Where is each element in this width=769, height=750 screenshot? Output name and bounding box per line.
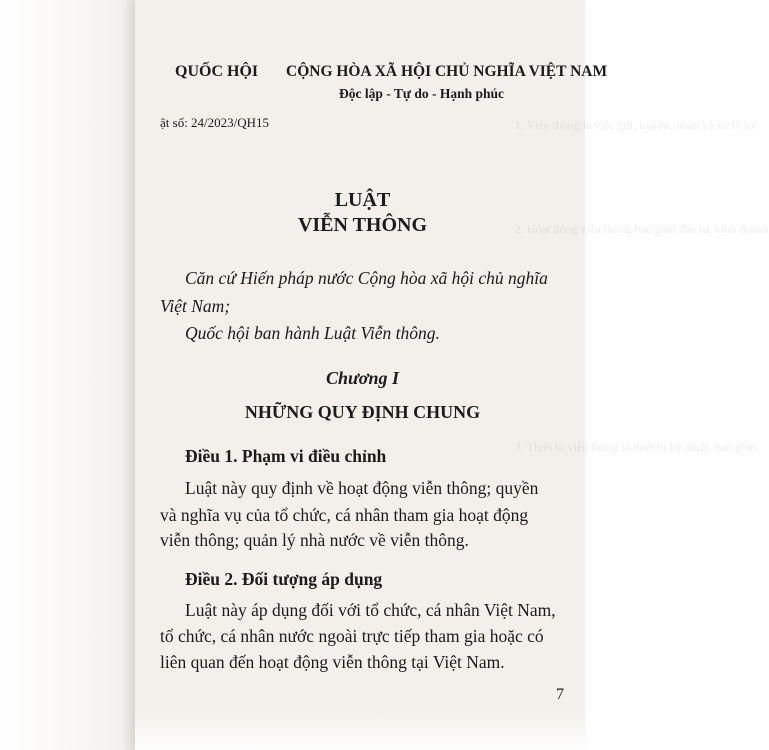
country-name: CỘNG HÒA XÃ HỘI CHỦ NGHĨA VIỆT NAM — [286, 63, 608, 80]
show-through-text: 1. Viễn thông là việc gửi, truyền, nhận và xử lý ký — [515, 118, 757, 132]
document-title: LUẬT — [334, 189, 391, 211]
article-text-line: Luật này áp dụng đối với tổ chức, cá nhân Việt Nam, — [185, 600, 556, 620]
article-title: Điều 2. Đối tượng áp dụng — [185, 569, 383, 589]
chapter-title: NHỮNG QUY ĐỊNH CHUNG — [244, 402, 481, 422]
preamble-line: Căn cứ Hiến pháp nước Cộng hòa xã hội chủ nghĩa — [185, 268, 548, 288]
article-title: Điều 1. Phạm vi điều chỉnh — [185, 446, 387, 466]
issuer-label: QUỐC HỘI — [175, 63, 259, 80]
article-text-line: Luật này quy định về hoạt động viễn thông; quyền — [185, 478, 539, 498]
book-spine-shadow — [0, 0, 135, 750]
chapter-label: Chương I — [326, 368, 399, 388]
article-text-line: viễn thông; quản lý nhà nước về viễn thông. — [160, 530, 469, 550]
preamble-line: Quốc hội ban hành Luật Viễn thông. — [185, 323, 440, 343]
show-through-text: 2. Hoạt động viễn thông bao gồm đầu tư, kinh doanh — [515, 222, 769, 236]
page-number: 7 — [556, 686, 564, 703]
national-motto: Độc lập - Tự do - Hạnh phúc — [339, 86, 505, 101]
page-bottom-fade — [135, 712, 585, 750]
article-text-line: và nghĩa vụ của tổ chức, cá nhân tham gia hoạt động — [160, 505, 529, 525]
preamble-line: Việt Nam; — [160, 296, 231, 316]
show-through-text: 3. Thiết bị viễn thông là thiết bị kỹ thuật, bao gồm — [515, 440, 757, 454]
article-text-line: liên quan đến hoạt động viễn thông tại Việt Nam. — [160, 652, 505, 672]
document-subtitle: VIỄN THÔNG — [297, 214, 428, 236]
law-number: ật số: 24/2023/QH15 — [160, 115, 270, 130]
article-text-line: tổ chức, cá nhân nước ngoài trực tiếp tham gia hoặc có — [160, 626, 544, 646]
